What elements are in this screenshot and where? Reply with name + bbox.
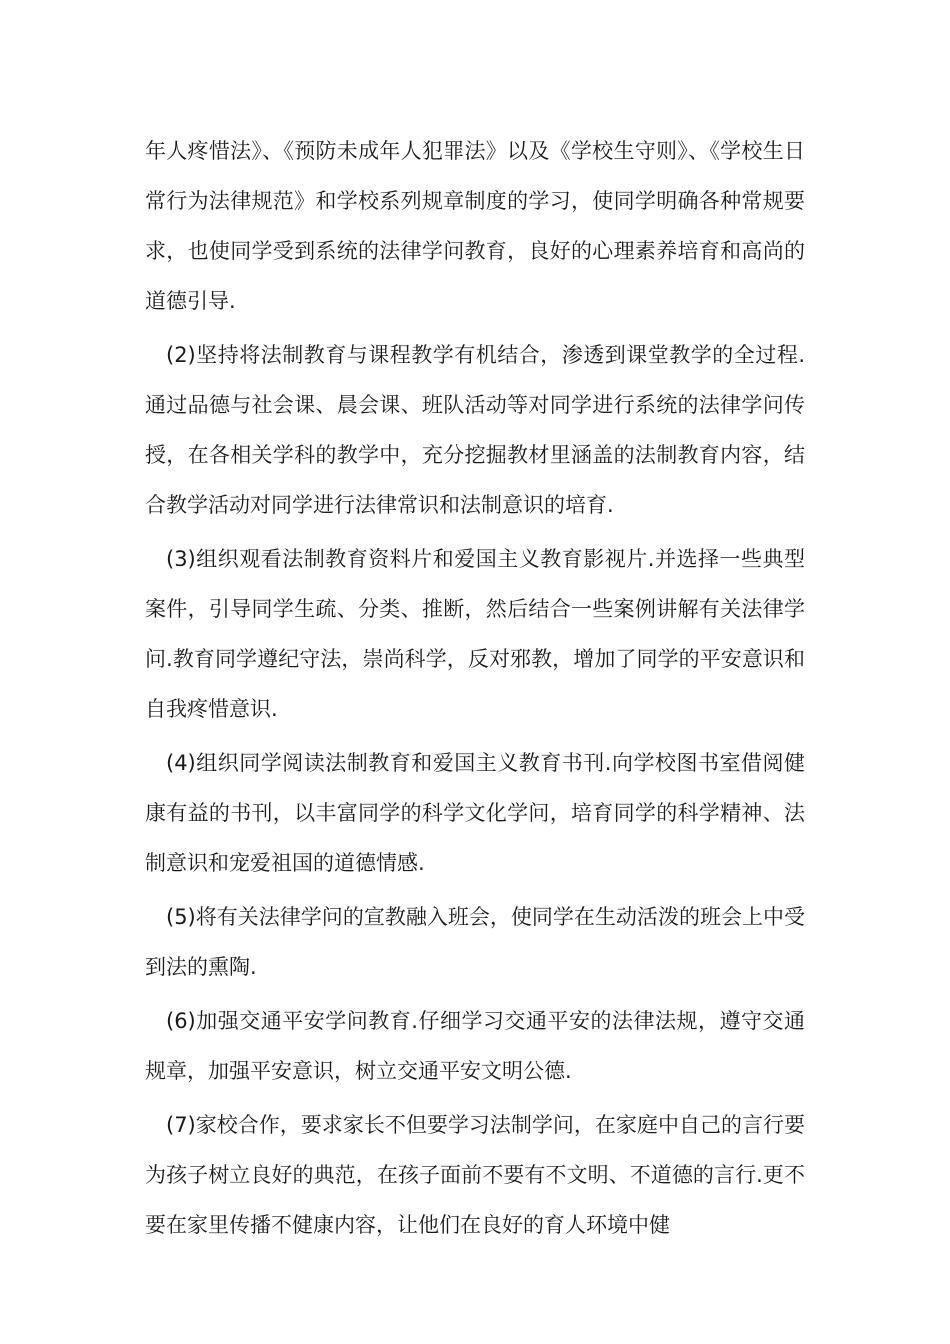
paragraph-item-2: (2)坚持将法制教育与课程教学有机结合，渗透到课堂教学的全过程.通过品德与社会课、晨会课、班队活动等对同学进行系统的法律学问传授，在各相关学科的教学中，充分挖掘教材里涵盖的法制教育内容，结合教学活动对同学进行法律常识和法制意识的培育. bbox=[145, 343, 805, 517]
paragraph-item-6: (6)加强交通平安学问教育.仔细学习交通平安的法律法规，遵守交通规章，加强平安意识，树立交通平安文明公德. bbox=[145, 1009, 805, 1083]
paragraph-item-3: (3)组织观看法制教育资料片和爱国主义教育影视片.并选择一些典型案件，引导同学生疏、分类、推断，然后结合一些案例讲解有关法律学问.教育同学遵纪守法，崇尚科学，反对邪教，增加了同学的平安意识和自我疼惜意识. bbox=[145, 547, 805, 721]
document-body bbox=[145, 126, 805, 1254]
paragraph-item-4: (4)组织同学阅读法制教育和爱国主义教育书刊.向学校图书室借阅健康有益的书刊，以丰富同学的科学文化学问，培育同学的科学精神、法制意识和宠爱祖国的道德情感. bbox=[145, 751, 805, 875]
paragraph-item-7: (7)家校合作，要求家长不但要学习法制学问，在家庭中自己的言行要为孩子树立良好的典范，在孩子面前不要有不文明、不道德的言行.更不要在家里传播不健康内容，让他们在良好的育人环境中健 bbox=[145, 1113, 805, 1237]
paragraph-continued: 年人疼惜法》、《预防未成年人犯罪法》以及《学校生守则》、《学校生日常行为法律规范》和学校系列规章制度的学习，使同学明确各种常规要求，也使同学受到系统的法律学问教育，良好的心理素养培育和高尚的道德引导. bbox=[145, 139, 805, 313]
paragraph-item-5: (5)将有关法律学问的宣教融入班会，使同学在生动活泼的班会上中受到法的熏陶. bbox=[145, 905, 805, 979]
